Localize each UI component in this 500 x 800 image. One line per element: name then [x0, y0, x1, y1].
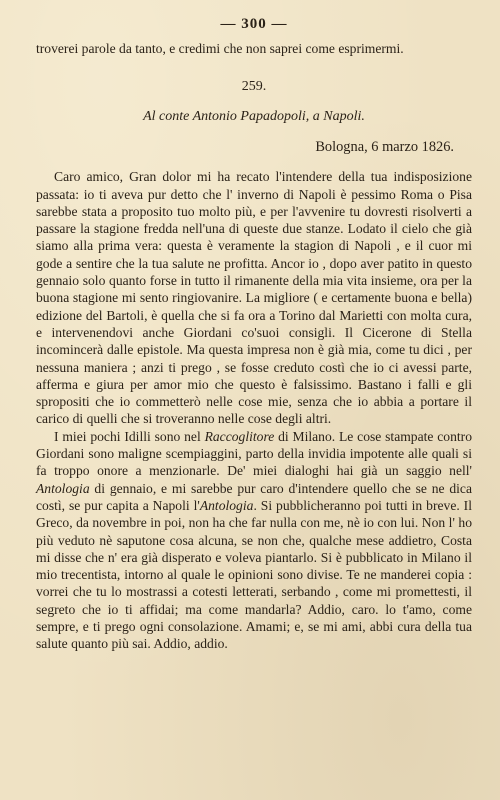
page-number: — 300 —: [220, 16, 288, 32]
text-run: di Milano. Le cose stampate contro Giordani sono maligne scempiaggini, parto della invidia impotente alle quali si fa troppo onore a menzionarle. De' miei dialoghi hai già un saggio nell': [36, 428, 473, 479]
letter-dateline: Bologna, 6 marzo 1826.: [315, 139, 454, 156]
letter-recipient: Al conte Antonio Papadopoli, a Napoli.: [143, 109, 365, 125]
paragraph-2: [36, 428, 472, 653]
continuation-text: troverei parole da tanto, e credimi che non saprei come esprimermi.: [36, 41, 404, 56]
text-run: . Si pubblicheranno poi tutti in breve. Il Greco, da novembre in poi, non ha che far nulla con me, nè io con lui. Non l' ho più veduto nè saputone cosa alcuna, se non che, qualche mese addietro, Costa mi disse che n' era già disperato e voleva piantarlo. Si è pubblicato in Milano il mio trecentista, intorno al quale le opinioni sono divise. Te ne manderei copia : vorrei che tu lo mostrassi a cotesti letterati, serbando , come mi promettesti, il segreto che io ti affidai; ma come mandarla? Addio, caro. lo t'amo, come sempre, e ti prego ogni consolazione. Amami; e, se mi ami, abbi cura della tua salute quanto più sai. Addio, addio.: [36, 497, 472, 652]
italic-title-antologia: Antologia: [36, 480, 90, 496]
text-run: di gennaio, e mi sarebbe pur caro d'intendere quello che se ne dica costì, se pur capita a Napoli l': [36, 480, 472, 513]
italic-title-raccoglitore: Raccoglitore: [204, 428, 275, 444]
paragraph-1: Caro amico, Gran dolor mi ha recato l'intendere della tua indisposizione passata: io ti aveva pur detto che l' inverno di Napoli è pessimo Roma o Pisa sarebbe stata a proposito tuo molto più, e per l'avvenire tu dovresti risolverti a passare la stagione fredda nell'una di queste due stanze. Lodato il cielo che già siamo alla prima vera: questa è veramente la stagion di Napoli , e il cuor mi gode a sentire che la tua salute ne profitta. Ancor io , dopo aver patito in questo gennaio solo quanto forse in tutto il rimanente della mia vita insieme, ora per la buona stagione mi sento ringiovanire. La migliore ( e certamente buona e bella) edizione del Bartoli, è quella che si fa ora a Torino dal Marietti con molta cura, e intervenendovi anche Giordani co'suoi consigli. Il Cicerone di Stella incomincerà dalle epistole. Ma questa impresa non è già mia, come tu dici , per nessuna maniera ; anzi ti prego , se fosse creduto costì che io ci avessi parte, afferma e giura per amor mio che questo è falsissimo. Bastano i falli e gli spropositi che io commetterò nelle cose mie, senza che io abbia a portare il carico di quelli che si troveranno nelle cose degli altri.: [36, 169, 472, 427]
italic-title-antologia: Antologia: [199, 497, 254, 513]
letter-body: [36, 168, 472, 652]
text-run: I miei pochi Idilli sono nel: [54, 428, 205, 444]
letter-number: 259.: [241, 79, 267, 95]
